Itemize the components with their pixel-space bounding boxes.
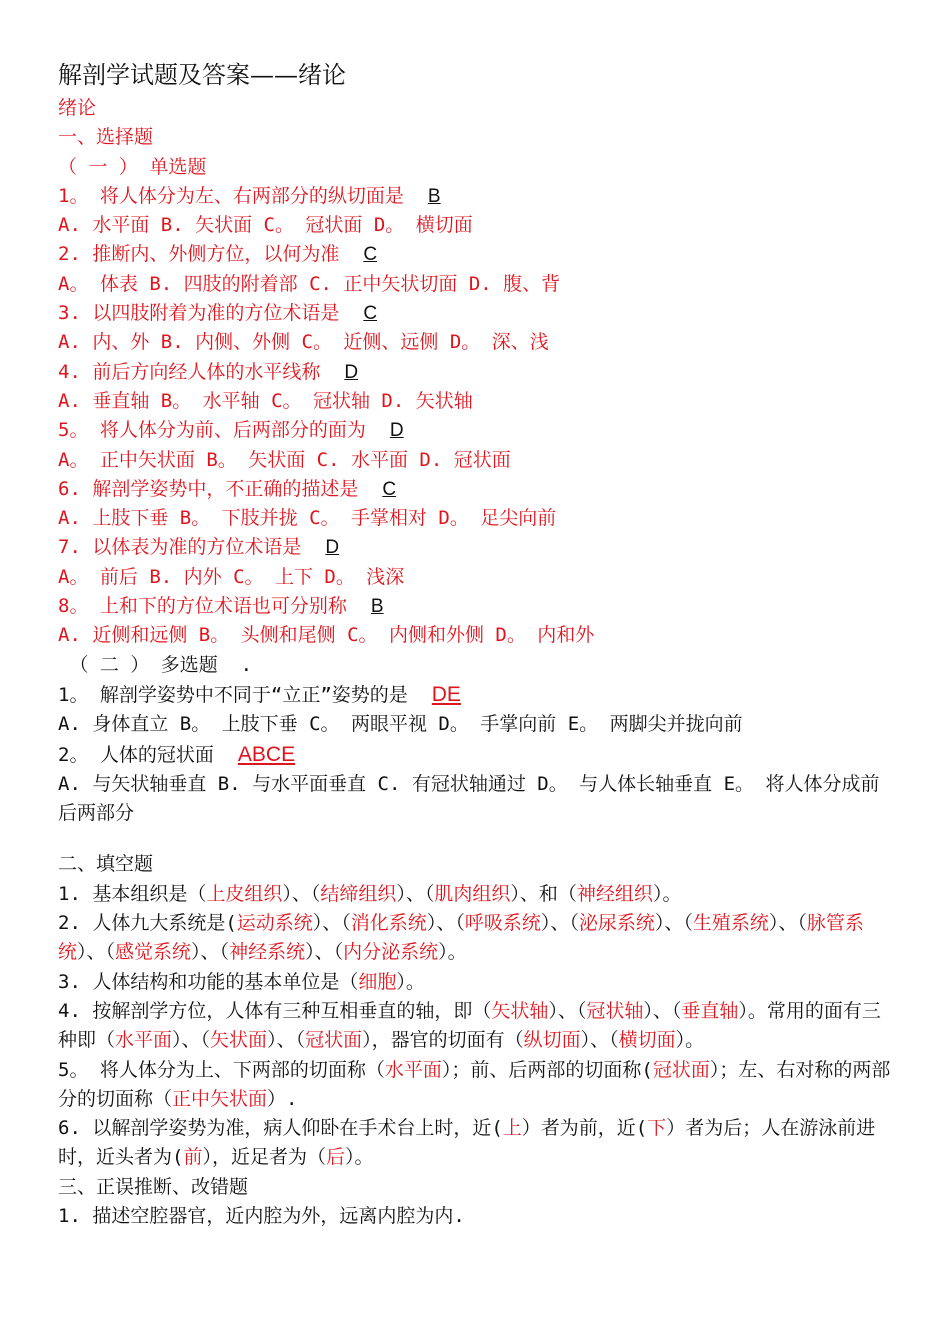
fill-answer: 肌肉组织 [434,882,511,905]
question-line [58,475,893,504]
fill-answer: 冠状面 [305,1029,363,1052]
options-line: A。 前后 B. 内外 C。 上下 D。 浅深 [58,565,405,588]
fill-answer: 细胞 [358,970,397,993]
document-title: 解剖学试题及答案——绪论 [58,61,346,89]
fill-text: ）。 [675,1029,705,1052]
section-heading-fill: 二、填空题 [58,853,154,876]
fill-text: ）、（ [768,912,807,935]
options-line: A. 内、外 B. 内侧、外侧 C。 近侧、远侧 D。 深、浅 [58,331,549,354]
fill-text: ）、（ [191,941,230,964]
fill-question [58,880,893,909]
fill-text: ）。常用的面有三种即（ [58,999,881,1052]
fill-answer: 呼吸系统 [464,912,541,935]
question-line [58,592,893,621]
fill-blank-list [58,880,893,1173]
question-text: 2. 推断内、外侧方位，以何为准 [58,243,340,266]
question-text: 1。 解剖学姿势中不同于“立正”姿势的是 [58,683,408,706]
fill-answer: 横切面 [618,1029,676,1052]
fill-question [58,1114,893,1173]
fill-text: ）；左、右对称的两部分的切面称（ [58,1058,891,1110]
answer-key: D [389,420,404,442]
fill-text: 5。 将人体分为上、下两部的切面称（ [58,1058,385,1081]
fill-text: ）、（ [172,1029,211,1052]
options-line: A. 上肢下垂 B。 下肢并拢 C。 手掌相对 D。 足尖向前 [58,507,557,530]
options-line: A. 与矢状轴垂直 B. 与水平面垂直 C. 有冠状轴通过 D。 与人体长轴垂直 E。 将人体分成前后两部分 [58,772,880,825]
fill-text: ）。 [652,882,682,905]
answer-key: D [325,537,340,559]
fill-answer: 内分泌系统 [343,941,439,964]
answer-key: D [344,361,359,383]
fill-text: ）、和（ [510,882,577,905]
fill-answer: 后 [325,1146,345,1169]
fill-answer: 泌尿系统 [578,912,655,935]
fill-answer: 矢状轴 [491,999,549,1022]
question-text: 5。 将人体分为前、后两部分的面为 [58,419,366,442]
fill-answer: 结缔组织 [320,882,397,905]
question-line [58,740,893,770]
fill-text: ）、（ [305,941,344,964]
fill-answer: 纵切面 [523,1029,581,1052]
fill-text: ）。 [345,1146,374,1169]
fill-text: ）。 [438,941,467,964]
answer-key: C [363,244,378,266]
fill-text: 6. 以解剖学姿势为准，病人仰卧在手术台上时，近( [58,1117,503,1140]
fill-text: ）、（ [267,1029,306,1052]
fill-answer: 神经组织 [576,882,653,905]
fill-answer: 运动系统 [236,912,313,935]
fill-text: ）者为后；人在游泳前进时，近头者为( [58,1117,876,1169]
section-heading-choice: 一、选择题 [58,126,154,149]
single-choice-list [58,182,893,651]
fill-question [58,968,893,997]
fill-question [58,1056,893,1115]
question-text: 1。 将人体分为左、右两部分的纵切面是 [58,184,404,207]
judge-question: 1. 描述空腔器官，近内腔为外，远离内腔为内. [58,1204,465,1227]
fill-text: 3. 人体结构和功能的基本单位是（ [58,970,359,993]
fill-text: ）；前、后两部的切面称( [441,1058,653,1081]
question-line [58,240,893,269]
fill-answer: 神经系统 [229,941,306,964]
fill-answer: 冠状轴 [586,999,644,1022]
fill-text: ）、（ [282,882,321,905]
fill-answer: 生殖系统 [692,912,769,935]
fill-text: ）、（ [396,882,435,905]
multi-choice-list [58,680,893,828]
options-line: A. 身体直立 B。 上肢下垂 C。 两眼平视 D。 手掌向前 E。 两脚尖并拢向前 [58,713,743,736]
answer-key: C [382,478,397,500]
fill-answer: 前 [183,1146,203,1169]
fill-text: ）、（ [426,912,465,935]
fill-answer: 水平面 [384,1058,442,1081]
options-line: A。 正中矢状面 B。 矢状面 C. 水平面 D. 冠状面 [58,448,511,471]
fill-text: ）、（ [643,999,682,1022]
fill-question [58,997,893,1056]
fill-text: ），近足者为（ [202,1146,326,1169]
fill-text: ）. [267,1087,298,1110]
fill-answer: 正中矢状面 [172,1087,268,1110]
fill-answer: 水平面 [115,1029,173,1052]
chapter-label: 绪论 [58,97,97,119]
question-text: 8。 上和下的方位术语也可分别称 [58,595,347,618]
answer-key: ABCE [237,742,296,766]
document-content [58,58,893,1231]
section-heading-judge: 三、正误推断、改错题 [58,1175,249,1198]
question-text: 6. 解剖学姿势中，不正确的描述是 [58,477,359,500]
options-line: A. 水平面 B. 矢状面 C。 冠状面 D。 横切面 [58,214,473,237]
question-line [58,533,893,562]
fill-text: ）、（ [312,912,351,935]
fill-answer: 脉管系统 [58,912,864,964]
fill-text: ）、（ [548,999,587,1022]
answer-key: B [370,596,384,618]
options-line: A. 垂直轴 B。 水平轴 C。 冠状轴 D. 矢状轴 [58,389,473,412]
fill-text: ）者为前，近( [521,1117,648,1140]
fill-question [58,909,893,968]
spacer [58,828,893,850]
question-text: 7. 以体表为准的方位术语是 [58,536,302,559]
fill-text: 4. 按解剖学方位，人体有三种互相垂直的轴，即（ [58,999,492,1022]
fill-answer: 冠状面 [652,1058,710,1081]
judge-list [58,1202,893,1231]
options-line: A。 体表 B. 四肢的附着部 C. 正中矢状切面 D. 腹、背 [58,272,561,295]
answer-key: DE [431,682,461,706]
fill-text: ），器官的切面有（ [362,1029,524,1052]
answer-key: C [363,303,378,325]
single-choice-heading: （ 一 ） 单选题 [58,155,207,178]
fill-answer: 上皮组织 [206,882,283,905]
fill-answer: 下 [647,1117,667,1140]
fill-text: ）、（ [654,912,693,935]
question-line [58,416,893,445]
fill-text: ）、（ [77,941,116,964]
fill-text: ）。 [396,970,425,993]
question-text: 3. 以四肢附着为准的方位术语是 [58,302,340,325]
fill-text: ）、（ [540,912,579,935]
question-text: 2。 人体的冠状面 [58,743,214,766]
fill-answer: 消化系统 [350,912,427,935]
fill-answer: 矢状面 [210,1029,268,1052]
question-text: 4. 前后方向经人体的水平线称 [58,360,321,383]
fill-answer: 感觉系统 [115,941,192,964]
answer-key: B [427,185,441,207]
fill-text: 2. 人体九大系统是( [58,912,237,935]
fill-answer: 垂直轴 [681,999,739,1022]
question-line [58,358,893,387]
question-line [58,299,893,328]
multi-choice-heading: （ 二 ） 多选题 . [58,653,253,676]
fill-text: 1. 基本组织是（ [58,882,207,905]
question-line [58,182,893,211]
fill-text: ）、（ [580,1029,619,1052]
question-line [58,680,893,710]
options-line: A. 近侧和远侧 B。 头侧和尾侧 C。 内侧和外侧 D。 内和外 [58,624,595,647]
fill-answer: 上 [502,1117,522,1140]
